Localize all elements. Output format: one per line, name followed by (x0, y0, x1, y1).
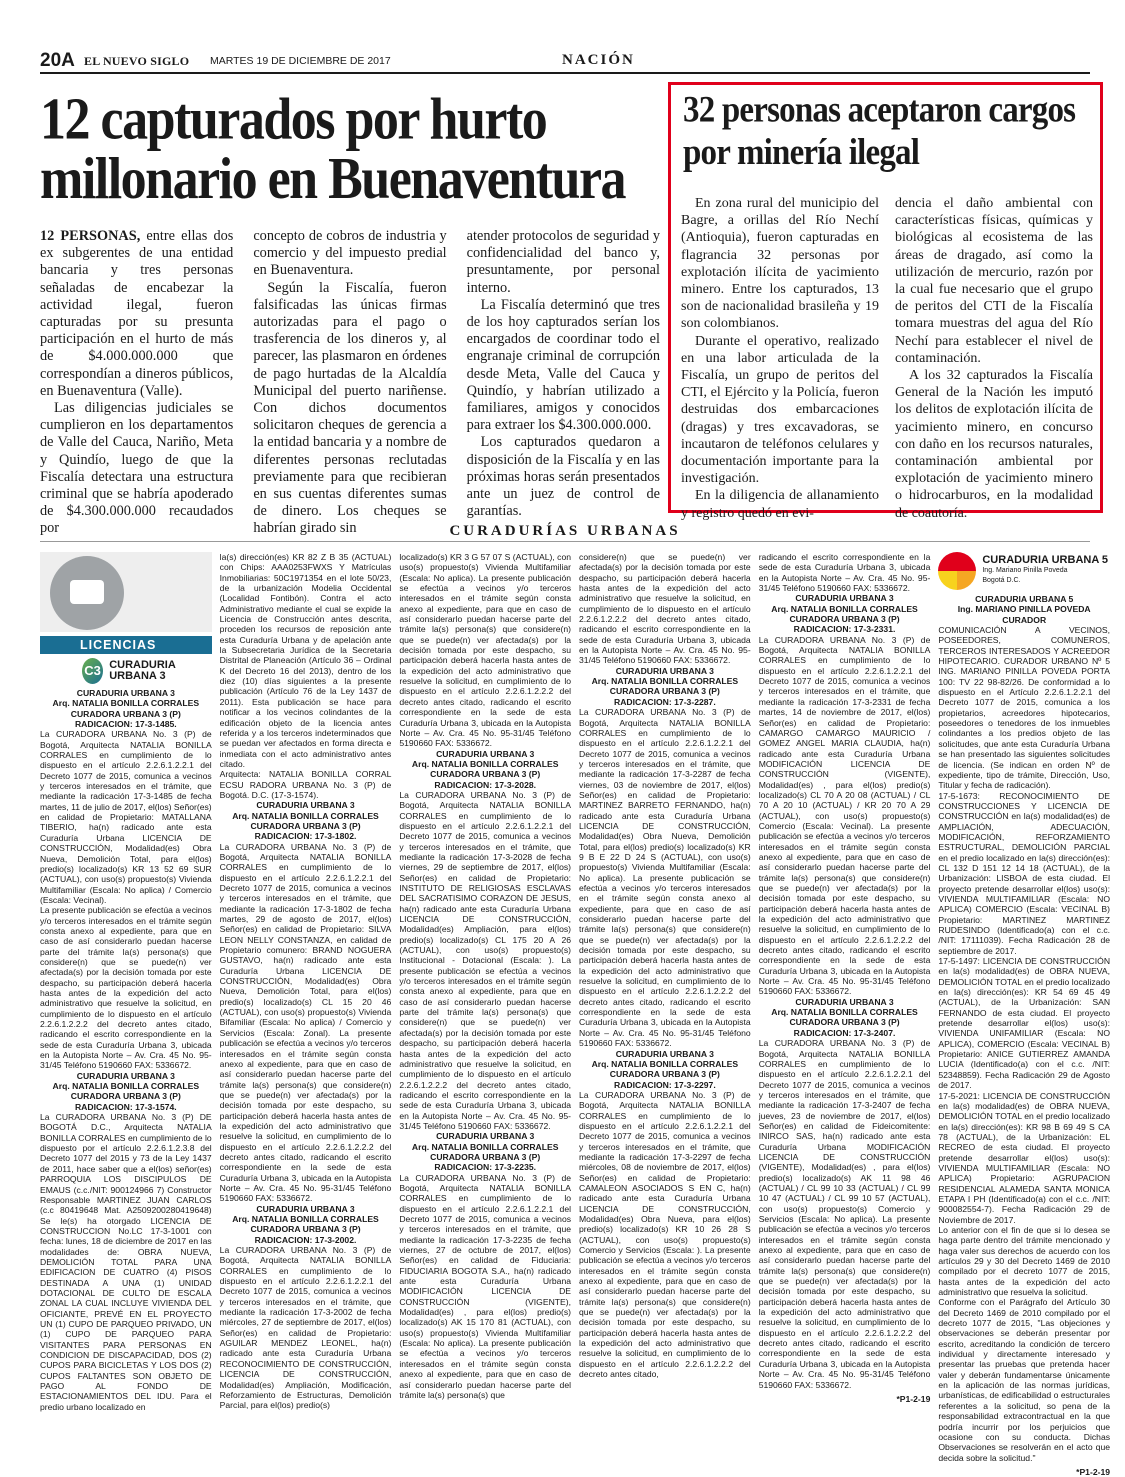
notice-title: RADICACION: 17-3-1485. (74, 719, 177, 730)
notice-title: Arq. NATALIA BONILLA CORRALES (771, 603, 918, 614)
notice-title: RADICACION: 17-3-1574. (74, 1101, 177, 1112)
notice-title: Ing. MARIANO PINILLA POVEDA (957, 604, 1091, 615)
newspaper-name: EL NUEVO SIGLO (84, 54, 190, 68)
notice-title: CURADORA URBANA 3 (P) (609, 1069, 720, 1080)
story1-body (40, 228, 660, 538)
story1-headline: 12 capturados por hurto millonario en Buenaventura (40, 86, 626, 212)
notice-paragraph: La CURADORA URBANA No. 3 (P) de Bogotá, Arquitecta NATALIA BONILLA CORRALES en cumplimiento de lo dispuesto en el artículo 2.2.6.1.2.2.1 del Decreto 1077 de 2015, comunica a vecinos y terceros interesados en el trámite, que mediante la radicación 17-3-2297 de fecha miércoles, 08 de noviembre de 2017, el(los) Señor(es) en calidad de Propietario: CAMALEON ASOCIADOS S EN C, ha(n) radicado ante esta Curaduría Urbana LICENCIA DE CONSTRUCCIÓN, Modalidad(es) Obra Nueva, para el(los) predio(s) localizado(s) KR 10 26 28 S (ACTUAL), con uso(s) propuesto(s) Comercio y Servicios (Escala: ). La presente publicación se efectúa a vecinos y/o terceros interesados en el trámite según consta anexo al expediente, para que en caso de así considerarlo puedan hacerse parte del trámite la(s) persona(s) que considere(n) que se puede(n) ver afectada(s) por la decisión tomada por este despacho, su participación deberá hacerla hasta antes de la expedición del acto administrativo que resuelve la solicitud, en cumplimiento de lo dispuesto en el artículo 2.2.6.1.2.2.2 del decreto antes citado, (579, 1089, 751, 1380)
notice-title: Arq. NATALIA BONILLA CORRALES (232, 1214, 379, 1224)
issue-date: MARTES 19 DE DICIEMBRE DE 2017 (210, 55, 391, 67)
notice-title: CURADURIA URBANA 5 (975, 594, 1074, 604)
notice-title: CURADORA URBANA 3 (P) (250, 1224, 361, 1235)
notice-title: CURADORA URBANA 3 (P) (70, 1091, 181, 1102)
notice-title: CURADURIA URBANA 3 (436, 1131, 535, 1142)
masthead (40, 50, 1090, 74)
notice-title: RADICACION: 17-3-2297. (613, 1079, 716, 1090)
notice-title: CURADORA URBANA 3 (P) (70, 708, 181, 719)
notice-title: CURADURIA URBANA 3 (256, 800, 355, 811)
story1-col-2: concepto de cobros de industria y comercio y del impuesto predial en Buenaventura. Según la Fiscalía, fueron falsificadas las únicas firmas autorizadas para el pago o trasferencia de los dineros y, al parecer, las plasmaron en órdenes de pago hurtadas de la Alcaldía Municipal del puerto nariñense. Con dichos documentos solicitaron cheques de gerencia a la entidad bancaria y a nombre de diferentes personas reclutadas previamente para que recibieran en sus cuentas diferentes sumas de dinero. Los cheques se habrían girado sin (253, 228, 447, 537)
notice-paragraph: La CURADORA URBANA No. 3 (P) de Bogotá, Arquitecta NATALIA BONILLA CORRALES en cumplimiento de lo dispuesto en el artículo 2.2.6.1.2.2.1 del Decreto 1077 de 2015, comunica a vecinos y terceros interesados en el trámite, que mediante la radicación 17-3-1802 de fecha martes, 29 de agosto de 2017, el(los) Señor(es) en calidad de Propietario: SILVA LEON NELLY CONSTANZA, en calidad de Propietario comunero: BRAND NOGUERA GUSTAVO, ha(n) radicado ante esta Curaduría Urbana LICENCIA DE CONSTRUCCIÓN, Modalidad(es) Obra Nueva, Demolición Total, para el(los) predio(s) localizado(s) CL 15 20 46 (ACTUAL), con uso(s) propuesto(s) Vivienda Bifamiliar (Escala: No aplica) / Comercio y Servicios (Escala: Zonal). La presente publicación se efectúa a vecinos y/o terceros interesados en el trámite según consta anexo al expediente, para que en caso de así considerarlo puedan hacerse parte del trámite la(s) persona(s) que considere(n) que se puede(n) ver afectada(s) por la decisión tomada por este despacho, su participación deberá hacerla hasta antes de la expedición del acto administrativo que resuelve la solicitud, en cumplimiento de lo dispuesto en el artículo 2.2.6.1.2.2.2 del decreto antes citado, radicando el escrito correspondiente en la sede de esta Curaduría Urbana 3, ubicada en la Autopista Norte – Av. Cra. 45 No. 95-31/45 Teléfono 5190660 FAX: 5336672. (219, 841, 392, 1204)
notice-title: Arq. NATALIA BONILLA CORRALES (52, 698, 200, 709)
story2-headline: 32 personas aceptaron cargos por minería ilegal (683, 90, 1076, 173)
notice-paragraph: La CURADORA URBANA No. 3 (P) de Bogotá, Arquitecta NATALIA BONILLA CORRALES en cumplimiento de lo dispuesto en el artículo 2.2.6.1.2.2.1 del Decreto 1077 de 2015, comunica a vecinos y terceros interesados en el trámite, que mediante la radicación 17-3-2407 de fecha jueves, 23 de noviembre de 2017, el(los) Señor(es) en calidad de Fideicomitente: INIRCO SAS, ha(n) radicado ante esta Curaduría Urbana MODIFICACIÓN LICENCIA DE CONSTRUCCIÓN (VIGENTE), Modalidad(es) , para el(los) predio(s) localizado(s) AK 11 98 46 (ACTUAL) / CL 99 10 33 (ACTUAL) / CL 99 10 47 (ACTUAL) / CL 99 10 57 (ACTUAL), con uso(s) propuesto(s) Comercio y Servicios (Escala: No aplica). La presente publicación se efectúa a vecinos y/o terceros interesados en el trámite según consta anexo al expediente, para que en caso de así considerarlo puedan hacerse parte del trámite la(s) persona(s) que considere(n) que se puede(n) ver afectada(s) por la decisión tomada por este despacho, su participación deberá hacerla hasta antes de la expedición del acto administrativo que resuelve la solicitud, en cumplimiento de lo dispuesto en el artículo 2.2.6.1.2.2.2 del decreto antes citado, radicando el escrito correspondiente en la sede de esta Curaduría Urbana 3, ubicada en la Autopista Norte – Av. Cra. 45 No. 95-31/45 Teléfono 5190660 FAX: 5336672. (758, 1038, 931, 1390)
notice-title: Arq. NATALIA BONILLA CORRALES (591, 1058, 739, 1069)
notice-title: RADICACION: 17-3-2235. (434, 1162, 537, 1173)
story2-col-1: En zona rural del municipio del Bagre, a orillas del Río Nechí (Antioquia), fueron capturadas en flagrancia 32 personas por explotación ilícita de yacimiento minero. Entre los capturados, 13 son de nacionalidad brasileña y 19 son colombianos. Durante el operativo, realizado en una labor articulada de la Fiscalía, un grupo de peritos del CTI, el Ejército y la Policía, fueron destruidas dos embarcaciones (dragas) y tres excavadoras, se incautaron de teléfonos celulares y documentación importante para la investigación. En la diligencia de allanamiento y registro quedó en evi- (681, 196, 879, 521)
story1-col-3: atender protocolos de seguridad y confidencialidad del banco y, presuntamente, por personal interno. La Fiscalía determinó que tres de los hoy capturados serían los encargados de coordinar todo el engranaje criminal de corrupción desde Meta, Valle del Cauca y Quindío, y habrían utilizado a familiares, amigos y conocidos para extraer los $4.300.000.000. Los capturados quedaron a disposición de la Fiscalía y en las próximas horas serán presentados ante un juez de control de garantías. (466, 228, 660, 520)
legal-col-1 (40, 552, 212, 1412)
notice-paragraph: radicando el escrito correspondiente en la sede de esta Curaduría Urbana 3, ubicada en la Autopista Norte – Av. Cra. 45 No. 95-31/45 Teléfono 5190660 FAX: 5336672. (758, 552, 931, 594)
licencias-band: LICENCIAS (40, 636, 212, 654)
legal-col-5 (758, 552, 931, 1404)
legal-col-6 (938, 552, 1111, 1477)
notice-title: RADICACION: 17-3-2002. (254, 1234, 357, 1245)
notice-title: CURADORA URBANA 3 (P) (250, 820, 361, 831)
notice-title: CURADORA URBANA 3 (P) (430, 1151, 541, 1162)
notice-title: RADICACION: 17-3-2028. (434, 779, 537, 790)
notice-title: CURADORA URBANA 3 (P) (609, 686, 720, 697)
notice-title: CURADORA URBANA 3 (P) (430, 769, 541, 780)
ad-reference: *P1-2-19 (896, 1393, 931, 1404)
notice-paragraph: localizado(s) KR 3 G 57 07 S (ACTUAL), con uso(s) propuesto(s) Vivienda Multifamiliar (Escala: No aplica). La presente publicación se efectúa a vecinos y/o terceros interesados en el trámite según consta anexo al expediente, para que en caso de así considerarlo puedan hacerse parte del trámite la(s) persona(s) que considere(n) que se puede(n) ver afectada(s) por la decisión tomada por este despacho, su participación deberá hacerla hasta antes de la expedición del acto administrativo que resuelve la solicitud, en cumplimiento de lo dispuesto en el artículo 2.2.6.1.2.2.2 del decreto antes citado, radicando el escrito correspondiente en la sede de esta Curaduría Urbana 3, ubicada en la Autopista Norte – Av. Cra. 45 No. 95-31/45 Teléfono 5190660 FAX: 5336672. (399, 552, 572, 749)
notice-paragraph: Conforme con el Parágrafo del Artículo 30 del Decreto 1469 de 2010 compilado por el decreto 1077 de 2015, "Las objeciones y observaciones se deberán presentar por escrito, acreditando la condición de tercero individual y directamente interesado y presentar las pruebas que pretenda hacer valer y deberán fundamentarse únicamente en la aplicación de las normas jurídicas, urbanísticas, de edificabilidad o estructurales referentes a la solicitud, so pena de la responsabilidad extracontractual en la que podría incurrir por los perjuicios que ocasione con su conducta. Dichas Observaciones se resolverán en el acto que decida sobre la solicitud." (938, 1297, 1111, 1463)
notice-paragraph: 17-5-1673: RECONOCIMIENTO DE CONSTRUCCIONES Y LICENCIA DE CONSTRUCCIÓN en la(s) modalidad(es) de AMPLIACIÓN, ADECUACIÓN, MODIFICACIÓN, REFORZAMIENTO ESTRUCTURAL, DEMOLICIÓN PARCIAL en el predio localizado en la(s) dirección(es): CL 132 D 151 12 14 18 (ACTUAL), de la Urbanización: LISBOA de esta ciudad. El proyecto pretende desarrollar el(los) uso(s): VIVIENDA MULTIFAMILIAR (Escala: NO APLICA) COMERCIO (Escala: VECINAL B) Propietario: MARTINEZ MARTINEZ RUDESINDO (Identificado(a) con el c.c. /NIT: 17111039). Fecha Radicación 28 de septiembre de 2017. (938, 790, 1111, 956)
legal-col-2 (219, 552, 392, 1411)
notice-title: CURADORA URBANA 3 (P) (789, 614, 900, 625)
legal-col-4 (579, 552, 751, 1380)
notice-paragraph: 17-5-1497: LICENCIA DE CONSTRUCCIÓN en la(s) modalidad(es) de OBRA NUEVA, DEMOLICIÓN TOTAL en el predio localizado en la(s) dirección(es): KR 54 69 45 49 (ACTUAL), de la Urbanización: SAN FERNANDO de esta ciudad. El proyecto pretende desarrollar el(los) uso(s): VIVIENDA UNIFAMILIAR (Escala: NO APLICA), COMERCIO (Escala: VECINAL B) Propietario: ANICE GUTIERREZ AMANDA LUCIA (Identificado(a) con el c.c. /NIT: 52348859). Fecha Radicación 29 de Agosto de 2017. (938, 956, 1111, 1091)
licencias-image (40, 552, 212, 632)
notice-paragraph: COMUNICACIÓN A VECINOS, POSEEDORES, COMUNEROS, TERCEROS INTERESADOS Y ACREEDOR HIPOTECARIO. CURADOR URBANO Nº 5 ING. MARIANO PINILLA POVEDA PORTA 100: TV 22 98-82/26. De conformidad a lo dispuesto en el Artículo 2.2.6.1.2.2.1 del Decreto 1077 de 2015, comunica a los propietarios, acreedores hipotecarios, poseedores o tenedores de los inmuebles colindantes a los predios objeto de las solicitudes, que ante esta Curaduría Urbana se han presentado las siguientes solicitudes de licencia. (Se indican en orden Nº de expediente, tipo de trámite, Dirección, Uso, Titular y fecha de radicación). (938, 625, 1111, 791)
curadurias-header: CURADURÍAS URBANAS (40, 522, 1090, 542)
story1-col-1: 12 PERSONAS, entre ellas dos ex subgerentes de una entidad bancaria y tres personas señaladas de encabezar la actividad ilegal, fueron capturadas por su presunta participación en el hurto de más de $4.000.000.000 que correspondían a dineros públicos, en Buenaventura (Valle). Las diligencias judiciales se cumplieron en los departamentos de Valle del Cauca, Nariño, Meta y Quindío, luego de que la Fiscalía detectara una estructura criminal que se habría apoderado de $4.300.000.000 recaudados por (40, 228, 234, 537)
notice-title: CURADURIA URBANA 3 (76, 1070, 175, 1081)
curaduria3-logo: C3 CURADURIA URBANA 3 (40, 658, 212, 684)
notice-paragraph: La CURADORA URBANA No. 3 (P) de Bogotá, Arquitecta NATALIA BONILLA CORRALES en cumplimiento de lo dispuesto en el artículo 2.2.6.1.2.2.1 del Decreto 1077 de 2015, comunica a vecinos y terceros interesados en el trámite, que mediante la radicación 17-3-2287 de fecha viernes, 03 de noviembre de 2017, el(los) Señor(es) en calidad de Propietario: MARTINEZ BARRETO FERNANDO, ha(n) radicado ante esta Curaduría Urbana LICENCIA DE CONSTRUCCIÓN, Modalidad(es) Obra Nueva, Demolición Total, para el(los) predio(s) localizado(s) KR 9 B E 22 D 24 S (ACTUAL), con uso(s) propuesto(s) Vivienda Multifamiliar (Escala: No aplica). La presente publicación se efectúa a vecinos y/o terceros interesados en el trámite según consta anexo al expediente, para que en caso de así considerarlo puedan hacerse parte del trámite la(s) persona(s) que considere(n) que se puede(n) ver afectada(s) por la decisión tomada por este despacho, su participación deberá hacerla hasta antes de la expedición del acto administrativo que resuelve la solicitud, en cumplimiento de lo dispuesto en el artículo 2.2.6.1.2.2.2 del decreto antes citado, radicando el escrito correspondiente en la sede de esta Curaduría Urbana 3, ubicada en la Autopista Norte – Av. Cra. 45 No. 95-31/45 Teléfono 5190660 FAX: 5336672. (579, 707, 751, 1049)
notice-title: CURADORA URBANA 3 (P) (789, 1017, 900, 1028)
notice-paragraph: la(s) dirección(es) KR 82 Z B 35 (ACTUAL) con Chips: AAA0253FWXS Y Matrículas Inmobiliarias: 50C1971354 en el lote 50/23, de la urbanización Modelia Occidental (Localidad Fontibón). Contra el acto Administrativo mediante el cual se expide la Licencia de Construcción antes descrita, proceden los recursos de reposición ante esta Curaduría Urbana y de apelación ante la Subsecretaria Jurídica de la Secretaria Distrital de Planeación (Artículo 36 – Ordinal K del Decreto 16 del 2013), dentro de los diez (10) días siguientes a la presente publicación (Artículo 76 de la Ley 1437 de 2011). Esta publicación se hace para notificar a los vecinos colindantes de la edificación objeto de la licencia antes referida y a los terceros indeterminados que se puedan ver afectados en forma directa e inmediata con el acto administrativo antes citado. (219, 552, 392, 769)
notice-title: CURADURIA URBANA 3 (256, 1203, 355, 1214)
c3-logo-icon: C3 (82, 658, 103, 684)
notice-title: Arq. NATALIA BONILLA CORRALES (771, 1007, 918, 1018)
notice-title: Arq. NATALIA BONILLA CORRALES (52, 1081, 200, 1092)
notice-title: Arq. NATALIA BONILLA CORRALES (232, 810, 379, 821)
ad-reference-2: *P1-2-19 (1076, 1466, 1111, 1477)
legal-notices (40, 552, 1111, 1477)
notice-paragraph: La CURADORA URBANA No. 3 (P) de Bogotá, Arquitecta NATALIA BONILLA CORRALES en cumplimiento de lo dispuesto en el artículo 2.2.6.1.2.2.1 del Decreto 1077 de 2015, comunica a vecinos y terceros interesados en el trámite, que mediante la radicación 17-3-2331 de fecha martes, 14 de noviembre de 2017, el(los) Señor(es) en calidad de Propietario: CAMARGO CAMARGO MAURICIO / GOMEZ ANGEL MARIA CLAUDIA, ha(n) radicado ante esta Curaduría Urbana MODIFICACIÓN LICENCIA DE CONSTRUCCIÓN (VIGENTE), Modalidad(es) , para el(los) predio(s) localizado(s) CL 70 A 20 08 (ACTUAL) / CL 70 A 20 10 (ACTUAL) / KR 20 70 A 29 (ACTUAL), con uso(s) propuesto(s) Comercio (Escala: Vecinal). La presente publicación se efectúa a vecinos y/o terceros interesados en el trámite según consta anexo al expediente, para que en caso de así considerarlo puedan hacerse parte del trámite la(s) persona(s) que considere(n) que se puede(n) ver afectada(s) por la decisión tomada por este despacho, su participación deberá hacerla hasta antes de la expedición del acto administrativo que resuelve la solicitud, en cumplimiento de lo dispuesto en el artículo 2.2.6.1.2.2.2 del decreto antes citado, radicando el escrito correspondiente en la sede de esta Curaduría Urbana 3, ubicada en la Autopista Norte – Av. Cra. 45 No. 95-31/45 Teléfono 5190660 FAX: 5336672. (758, 634, 931, 997)
notice-title: CURADURIA URBANA 3 (795, 996, 894, 1007)
notice-title: CURADURIA URBANA 3 (615, 1048, 714, 1059)
story2-col-2: dencia el daño ambiental con características físicas, químicas y biológicas al ecosistema de las áreas de dragado, así como la utilización de mercurio, razón por la cual fue necesario que el grupo de peritos del CTI de la Fiscalía tomara muestras del agua del Río Nechí para establecer el nivel de contaminación. A los 32 capturados la Fiscalía General de la Nación les imputó los delitos de explotación ilícita de yacimiento minero, en concurso con daño en los recursos naturales, contaminación ambiental por explotación de yacimiento minero o hidrocarburos, en la modalidad de coautoría. (895, 196, 1093, 521)
notice-title: CURADURIA URBANA 3 (76, 688, 175, 698)
notice-paragraph: La CURADORA URBANA No. 3 (P) DE BOGOTÁ D.C., Arquitecta NATALIA BONILLA CORRALES en cumplimiento de lo dispuesto por el artículo 2.2.6.1.2.3.8 del Decreto 1077 del 2015 y 73 de la Ley 1437 de 2011, hace saber que a el(los) señor(es) PARROQUIA LOS DISCIPULOS DE EMAUS (c.c./NIT: 900124966 7) Constructor Responsable MARTINEZ JUAN CARLOS (c.c 80419648 Mat. A2509200280419648) Se le(s) ha otorgado LICENCIA DE CONSTRUCCION No.LC 17-3-1001 con fecha: lunes, 18 de diciembre de 2017 en las modalidades de: OBRA NUEVA, DEMOLICIÓN TOTAL PARA UNA EDIFICACION DE CUATRO (4) PISOS DESTINADA A UNA (1) UNIDAD DOTACIONAL DE CULTO DE ESCALA ZONAL LA CUAL INCLUYE VIVIENDA DEL OFICIANTE, PREVÉ EN EL PROYECTO UN (1) CUPO DE PARQUEO PRIVADO, UN (1) CUPO DE PARQUEO PARA VISITANTES PARA PERSONAS EN CONDICION DE DISCAPACIDAD, DOS (2) CUPOS PARA BICICLETAS Y LOS DOS (2) CUPOS FALTANTES SON OBJETO DE PAGO AL FONDO DE ESTACIONAMIENTOS DEL IDU. Para el predio urbano localizado en (40, 1112, 212, 1412)
section-name: NACIÓN (562, 52, 635, 68)
page-number: 20A (40, 50, 75, 71)
notice-paragraph: Lo anterior con el fin de que si lo desea se haga parte dentro del trámite mencionado y haga valer sus derechos de acuerdo con los artículos 29 y 30 del Decreto 1469 de 2010 compilado por el decreto 1077 de 2015, hasta antes de la expedición del acto administrativo que resuelva la solicitud. (938, 1224, 1111, 1298)
notice-title: RADICACION: 17-3-2407. (793, 1027, 896, 1038)
notice-title: CURADURIA URBANA 3 (615, 665, 714, 676)
notice-title: RADICACION: 17-3-2331. (793, 624, 896, 635)
cu5-logo-icon (938, 552, 976, 590)
story1-lede: 12 PERSONAS, (40, 228, 141, 244)
notice-title: RADICACION: 17-3-1802. (254, 831, 357, 842)
curaduria5-logo: CURADURIA URBANA 5 Ing. Mariano Pinilla Poveda Bogotá D.C. (938, 552, 1110, 590)
notice-title: CURADURIA URBANA 3 (436, 748, 535, 759)
notice-paragraph: La CURADORA URBANA No. 3 (P) de Bogotá, Arquitecta NATALIA BONILLA CORRALES en cumplimiento de lo dispuesto en el artículo 2.2.6.1.2.2.1 del Decreto 1077 de 2015, comunica a vecinos y terceros interesados en el trámite, que mediante la radicación 17-3-2235 de fecha viernes, 27 de octubre de 2017, el(los) Señor(es) en calidad de Fiduciaria: FIDUCIARIA BOGOTA S.A., ha(n) radicado ante esta Curaduría Urbana MODIFICACIÓN LICENCIA DE CONSTRUCCIÓN (VIGENTE), Modalidad(es) , para el(los) predio(s) localizado(s) AK 15 170 81 (ACTUAL), con uso(s) propuesto(s) Vivienda Multifamiliar (Escala: No aplica). La presente publicación se efectúa a vecinos y/o terceros interesados en el trámite según consta anexo al expediente, para que en caso de así considerarlo puedan hacerse parte del trámite la(s) persona(s) que (399, 1172, 572, 1400)
story2-body (681, 195, 1093, 522)
concrete-mixer-icon (50, 556, 124, 630)
notice-title: Arq. NATALIA BONILLA CORRALES (591, 676, 739, 687)
notice-paragraph: 17-5-2021: LICENCIA DE CONSTRUCCIÓN en la(s) modalidad(es) de OBRA NUEVA, DEMOLICIÓN TOTAL en el predio localizado en la(s) dirección(es): KR 98 B 69 49 S CA 78 (ACTUAL), de la Urbanización: EL RECREO de esta ciudad. El proyecto pretende desarrollar el(los) uso(s): VIVIENDA MULTIFAMILIAR (Escala: NO APLICA) Propietario: AGRUPACION RESIDENCIAL ALAMEDA SANTA MONICA ETAPA I PH (Identificado(a) con el c.c. /NIT: 900082554-7). Fecha Radicación 29 de Noviembre de 2017. (938, 1090, 1111, 1225)
notice-title: CURADOR (1002, 614, 1047, 625)
notice-title: Arq. NATALIA BONILLA CORRALES (411, 758, 559, 769)
notice-paragraph: La CURADORA URBANA No. 3 (P) de Bogotá, Arquitecta NATALIA BONILLA CORRALES en cumplimiento de lo dispuesto en el artículo 2.2.6.1.2.2.1 del Decreto 1077 de 2015, comunica a vecinos y terceros interesados en el trámite, que mediante la radicación 17-3-2002 de fecha miércoles, 27 de septiembre de 2017, el(los) Señor(es) en calidad de Propietario: AGUILAR MENDEZ LEONEL, ha(n) radicado ante esta Curaduría Urbana RECONOCIMIENTO DE CONSTRUCCIÓN, LICENCIA DE CONSTRUCCIÓN, Modalidad(es) Ampliación, Modificación, Reforzamiento de Estructuras, Demolición Parcial, para el(los) predio(s) (219, 1245, 392, 1411)
story2-box (668, 82, 1103, 521)
notice-title: Arq. NATALIA BONILLA CORRALES (411, 1141, 559, 1152)
notice-paragraph: considere(n) que se puede(n) ver afectada(s) por la decisión tomada por este despacho, su participación deberá hacerla hasta antes de la expedición del acto administrativo que resuelve la solicitud, en cumplimiento de lo dispuesto en el artículo 2.2.6.1.2.2.2 del decreto antes citado, radicando el escrito correspondiente en la sede de esta Curaduría Urbana 3, ubicada en la Autopista Norte – Av. Cra. 45 No. 95-31/45 Teléfono 5190660 FAX: 5336672. (579, 552, 751, 666)
notice-title: CURADURIA URBANA 3 (795, 593, 894, 604)
notice-paragraph: La presente publicación se efectúa a vecinos y/o terceros interesados en el trámite según consta anexo al expediente, para que en caso de así considerarlo puedan hacerse parte del trámite la(s) persona(s) que considere(n) que se puede(n) ver afectada(s) por la decisión tomada por este despacho, su participación deberá hacerla hasta antes de la expedición del acto administrativo que resuelve la solicitud, en cumplimiento de lo dispuesto en el artículo 2.2.6.1.2.2.2 del decreto antes citado, radicando el escrito correspondiente en la sede de esta Curaduría Urbana 3, ubicada en la Autopista Norte – Av. Cra. 45 No. 95-31/45 Teléfono 5190660 FAX: 5336672. (40, 905, 212, 1071)
notice-paragraph: La CURADORA URBANA No. 3 (P) de Bogotá, Arquitecta NATALIA BONILLA CORRALES en cumplimiento de lo dispuesto en el artículo 2.2.6.1.2.2.1 del Decreto 1077 de 2015, comunica a vecinos y terceros interesados en el trámite, que mediante la radicación 17-3-1485 de fecha martes, 11 de julio de 2017, el(los) Señor(es) en calidad de Propietario: MATALLANA TIBERIO, ha(n) radicado ante esta Curaduría Urbana LICENCIA DE CONSTRUCCIÓN, Modalidad(es) Obra Nueva, Demolición Total, para el(los) predio(s) localizado(s) KR 13 52 69 SUR (ACTUAL), con uso(s) propuesto(s) Vivienda Multifamiliar (Escala: No aplica) / Comercio (Escala: Vecinal). (40, 729, 212, 905)
notice-title: RADICACION: 17-3-2287. (613, 696, 716, 707)
notice-paragraph: Arquitecta: NATALIA BONILLA CORRAL ECSU RADORA URBANA No. 3 (P) de Bogotá. D.C. (17-3-1574). (219, 769, 392, 800)
legal-col-3 (399, 552, 572, 1400)
notice-paragraph: La CURADORA URBANA No. 3 (P) de Bogotá, Arquitecta NATALIA BONILLA CORRALES en cumplimiento de lo dispuesto en el artículo 2.2.6.1.2.2.1 del Decreto 1077 de 2015, comunica a vecinos y terceros interesados en el trámite, que mediante la radicación 17-3-2028 de fecha viernes, 29 de septiembre de 2017, el(los) Señor(es) en calidad de Propietario: INSTITUTO DE RELIGIOSAS ESCLAVAS DEL SACRATISIMO CORAZON DE JESUS, ha(n) radicado ante esta Curaduría Urbana LICENCIA DE CONSTRUCCIÓN, Modalidad(es) Ampliación, para el(los) predio(s) localizado(s) CL 175 20 A 26 (ACTUAL), con uso(s) propuesto(s) Institucional - Dotacional (Escala: ). La presente publicación se efectúa a vecinos y/o terceros interesados en el trámite según consta anexo al expediente, para que en caso de así considerarlo puedan hacerse parte del trámite la(s) persona(s) que considere(n) que se puede(n) ver afectada(s) por la decisión tomada por este despacho, su participación deberá hacerla hasta antes de la expedición del acto administrativo que resuelve la solicitud, en cumplimiento de lo dispuesto en el artículo 2.2.6.1.2.2.2 del decreto antes citado, radicando el escrito correspondiente en la sede de esta Curaduría Urbana 3, ubicada en la Autopista Norte – Av. Cra. 45 No. 95-31/45 Teléfono 5190660 FAX: 5336672. (399, 789, 572, 1131)
